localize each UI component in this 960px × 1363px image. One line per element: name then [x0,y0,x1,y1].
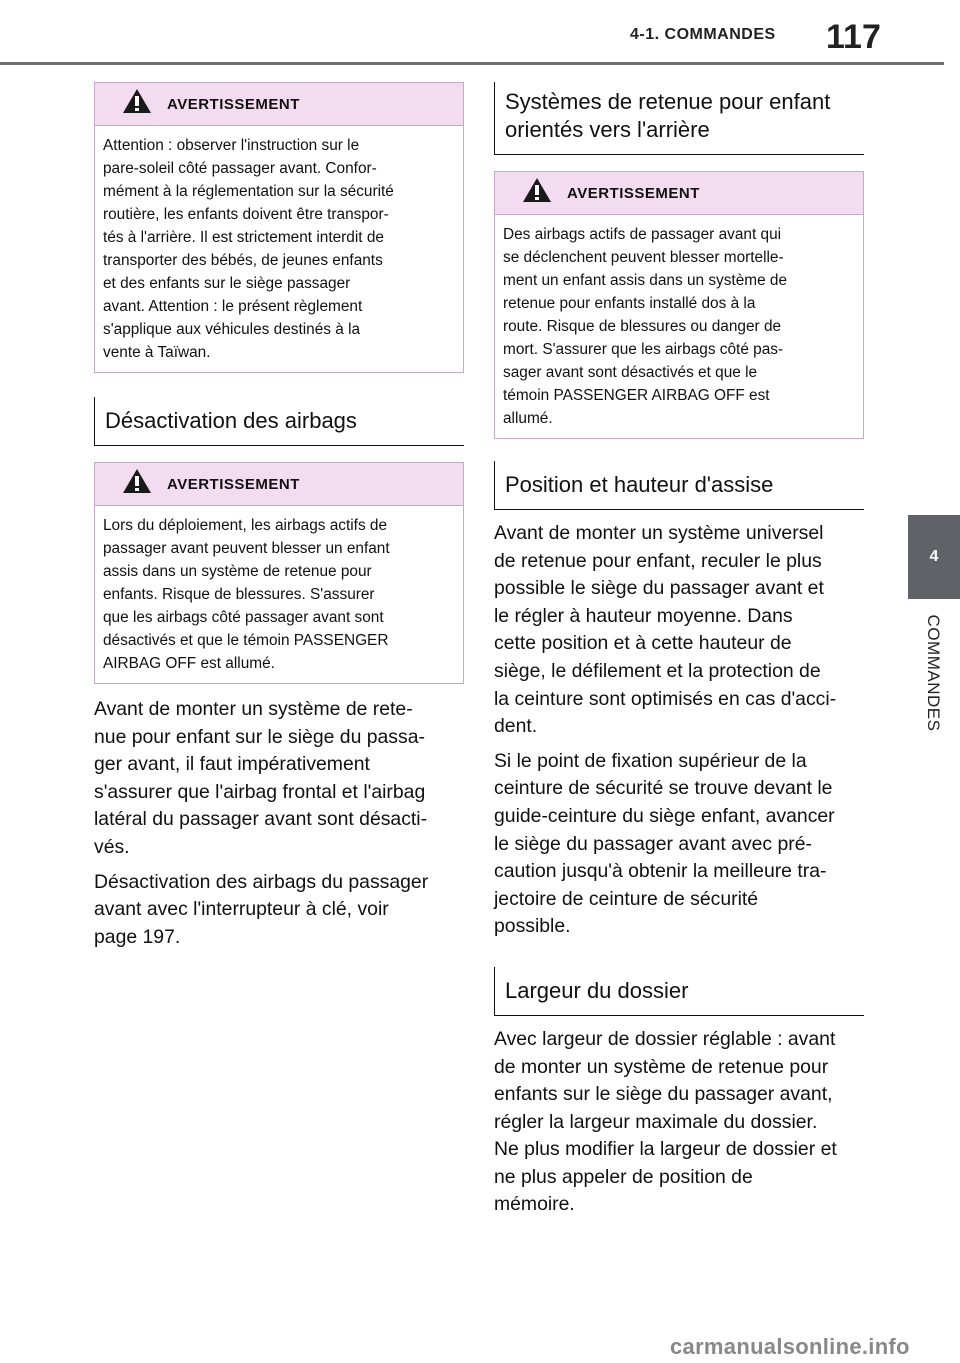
text-line: transporter des bébés, de jeunes enfants [103,252,383,269]
text-line: s'assurer que l'airbag frontal et l'airbag [94,780,426,803]
text-line: allumé. [503,410,553,427]
text-line: Avant de monter un système universel [494,522,824,544]
section-title: Position et hauteur d'assise [505,472,774,497]
text-line: ment un enfant assis dans un système de [503,272,788,289]
section-title: Largeur du dossier [505,977,689,1003]
text-line: Avec largeur de dossier réglable : avant [494,1027,836,1050]
text-line: possible le siège du passager avant et [494,577,824,600]
section-title: Désactivation des airbags [105,408,357,433]
section-title: orientés vers l'arrière [505,117,710,142]
text-line: sager avant sont désactivés et que le [503,364,758,381]
section-title: Systèmes de retenue pour enfant [505,89,831,114]
text-line: latéral du passager avant sont désacti- [94,808,428,831]
warning-text [95,126,463,372]
text-line: Attention : observer l'instruction sur le [103,137,360,154]
header-rule [0,62,944,65]
text-line: vente à Taïwan. [103,344,211,361]
text-line: passager avant peuvent blesser un enfant [103,540,390,557]
text-line: ger avant, il faut impérativement [94,753,370,776]
text-line: jectoire de ceinture de sécurité [494,887,759,910]
watermark: carmanualsonline.info [670,1334,910,1359]
body-paragraph [494,1026,864,1219]
text-line: route. Risque de blessures ou danger de [503,318,782,335]
section-heading [494,461,864,510]
text-line: ne plus appeler de position de [494,1165,753,1188]
text-line: assis dans un système de retenue pour [103,563,372,580]
warning-header [95,83,463,126]
text-line: avant. Attention : le présent règlement [103,298,363,315]
text-line: mémoire. [494,1193,575,1216]
text-line: enfants. Risque de blessures. S'assurer [103,586,375,603]
text-line: mément à la réglementation sur la sécurité [103,183,394,200]
text-line: se déclenchent peuvent blesser mortelle- [503,249,784,266]
text-line: Des airbags actifs de passager avant qui [503,226,782,243]
body-paragraph [494,748,864,941]
section-heading [494,967,864,1016]
text-line: guide-ceinture du siège enfant, avancer [494,804,835,827]
text-line: Avant de monter un système de rete- [94,698,413,720]
left-column [94,82,464,951]
text-line: s'applique aux véhicules destinés à la [103,321,361,338]
warning-box [494,171,864,439]
text-line: page 197. [94,925,181,948]
warning-box [94,462,464,684]
text-line: que les airbags côté passager avant sont [103,609,384,626]
warning-triangle-icon [523,178,551,202]
text-line: pare-soleil côté passager avant. Confor- [103,160,377,177]
warning-text [495,215,863,438]
text-line: mort. S'assurer que les airbags côté pas- [503,341,784,358]
chapter-tab[interactable] [908,515,960,599]
text-line: de monter un système de retenue pour [494,1055,829,1078]
text-line: Lors du déploiement, les airbags actifs de [103,517,388,534]
body-paragraph [94,696,464,862]
warning-label: AVERTISSEMENT [567,185,700,202]
chapter-tab-number: 4 [929,548,939,565]
chapter-header: 4-1. COMMANDES [630,26,776,43]
body-paragraph [94,869,464,952]
text-line: Désactivation des airbags du passager [94,870,429,893]
section-heading [94,397,464,446]
text-line: le régler à hauteur moyenne. Dans [494,604,793,627]
text-line: désactivés et que le témoin PASSENGER [103,632,389,649]
text-line: nue pour enfant sur le siège du passa- [94,725,425,748]
text-line: dent. [494,715,538,738]
text-line: cette position et à cette hauteur de [494,632,792,655]
text-line: retenue pour enfants installé dos à la [503,295,756,312]
text-line: témoin PASSENGER AIRBAG OFF est [503,387,770,404]
text-line: la ceinture sont optimisés en cas d'acci- [494,687,837,710]
text-line: le siège du passager avant avec pré- [494,832,812,855]
text-line: Ne plus modifier la largeur de dossier et [494,1138,837,1161]
text-line: régler la largeur maximale du dossier. [494,1110,818,1133]
warning-header [95,463,463,506]
text-line: enfants sur le siège du passager avant, [494,1083,833,1106]
warning-text [95,506,463,683]
text-line: ceinture de sécurité se trouve devant le [494,777,833,800]
text-line: caution jusqu'à obtenir la meilleure tra- [494,860,827,883]
text-line: siège, le défilement et la protection de [494,659,821,682]
text-line: Si le point de fixation supérieur de la [494,749,807,772]
text-line: de retenue pour enfant, reculer le plus [494,549,822,572]
text-line: tés à l'arrière. Il est strictement interdit de [103,229,384,246]
chapter-side-label: COMMANDES [924,614,943,732]
text-line: AIRBAG OFF est allumé. [103,655,275,672]
warning-label: AVERTISSEMENT [167,476,300,493]
warning-triangle-icon [123,469,151,493]
section-heading [494,82,864,155]
text-line: possible. [494,915,571,938]
text-line: routière, les enfants doivent être transpor- [103,206,389,223]
text-line: vés. [94,835,130,858]
text-line: et des enfants sur le siège passager [103,275,351,292]
right-column [494,82,864,1219]
text-line: avant avec l'interrupteur à clé, voir [94,898,389,921]
warning-label: AVERTISSEMENT [167,96,300,113]
body-paragraph [494,520,864,741]
warning-box [94,82,464,373]
warning-triangle-icon [123,89,151,113]
page-number: 117 [826,18,881,56]
warning-header [495,172,863,215]
